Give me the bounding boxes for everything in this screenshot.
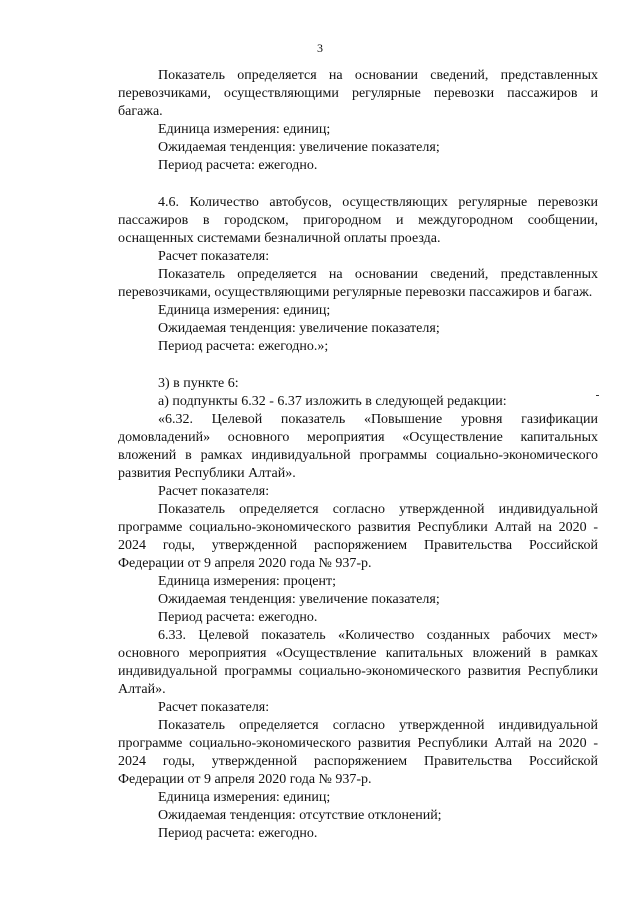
paragraph-unit: Единица измерения: единиц;: [158, 122, 331, 137]
paragraph-calc-heading: Расчет показателя:: [158, 484, 270, 499]
paragraph-basis-carriers: Показатель определяется на основании сведений, представленных перевозчиками, осуществляющими регулярные перевозки пассажиров и багажа.: [118, 68, 598, 119]
paragraph-item-6-32: «6.32. Целевой показатель «Повышение уровня газификации домовладений» основного мероприятия «Осуществление капитальных вложений в рамках индивидуальной программы социально-экономического развития Республики Алтай».: [118, 412, 598, 481]
paragraph-item-4-6: 4.6. Количество автобусов, осуществляющих регулярные перевозки пассажиров в городском, пригородном и междугородном сообщении, оснащенных системами безналичной оплаты проезда.: [118, 195, 598, 246]
paragraph-calc-heading: Расчет показателя:: [158, 700, 270, 715]
paragraph-unit: Единица измерения: единиц;: [158, 790, 331, 805]
paragraph-point-6: 3) в пункте 6:: [158, 376, 239, 391]
scan-mark: [596, 395, 599, 396]
paragraph-trend: Ожидаемая тенденция: увеличение показателя;: [158, 140, 440, 155]
spacer: [118, 356, 598, 375]
paragraph-basis-program: Показатель определяется согласно утвержденной индивидуальной программе социально-экономического развития Республики Алтай на 2020 - 2024 годы, утвержденной распоряжением Правительства Российской Федерации от 9 апреля 2020 года № 937-р.: [118, 718, 598, 787]
paragraph-period: Период расчета: ежегодно.: [158, 610, 318, 625]
paragraph-trend: Ожидаемая тенденция: увеличение показателя;: [158, 321, 440, 336]
document-body: [118, 67, 598, 843]
paragraph-unit: Единица измерения: процент;: [158, 574, 336, 589]
paragraph-unit: Единица измерения: единиц;: [158, 303, 331, 318]
paragraph-item-6-33: 6.33. Целевой показатель «Количество созданных рабочих мест» основного мероприятия «Осуществление капитальных вложений в рамках индивидуальной программы социально-экономического развития Республики Алтай».: [118, 628, 598, 697]
paragraph-period: Период расчета: ежегодно.»;: [158, 339, 329, 354]
paragraph-subpoints-6-32-6-37: а) подпункты 6.32 - 6.37 изложить в следующей редакции:: [158, 394, 507, 409]
paragraph-period: Период расчета: ежегодно.: [158, 158, 318, 173]
paragraph-period: Период расчета: ежегодно.: [158, 826, 318, 841]
paragraph-trend: Ожидаемая тенденция: отсутствие отклонений;: [158, 808, 442, 823]
spacer: [118, 175, 598, 194]
paragraph-calc-heading: Расчет показателя:: [158, 249, 270, 264]
paragraph-basis-carriers: Показатель определяется на основании сведений, представленных перевозчиками, осуществляющими регулярные перевозки пассажиров и багаж.: [118, 267, 598, 300]
page-number: 3: [317, 41, 323, 55]
paragraph-basis-program: Показатель определяется согласно утвержденной индивидуальной программе социально-экономического развития Республики Алтай на 2020 - 2024 годы, утвержденной распоряжением Правительства Российской Федерации от 9 апреля 2020 года № 937-р.: [118, 502, 598, 571]
paragraph-trend: Ожидаемая тенденция: увеличение показателя;: [158, 592, 440, 607]
